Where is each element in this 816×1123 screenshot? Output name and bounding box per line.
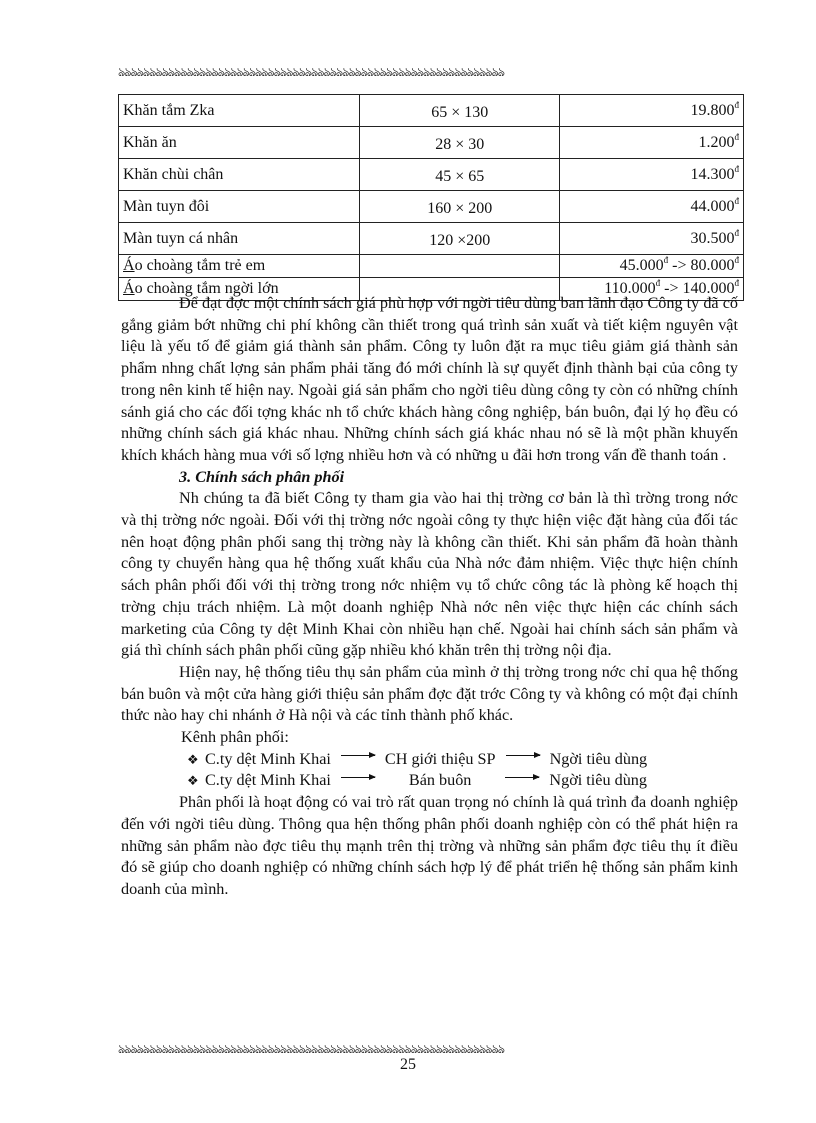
product-name-cell: Áo choàng tắm trẻ em — [119, 255, 360, 278]
arrow-right-icon — [506, 755, 540, 756]
paragraph: Phân phối là hoạt động có vai trò rất quan trọng nó chính là quá trình đa doanh nghiệp đến với ngời tiêu dùng. Thông qua hện thống phân phối doanh nghiệp còn có thể phát hiện ra những sản phẩm nào đợc tiêu thụ mạnh trên thị trờng và những sản phẩm đợc tiêu thụ ít điều đó sẽ giúp cho doanh nghiệp có những chính sách hợp lý để phát triển hệ thống sản phẩm kinh doanh của mình. — [121, 793, 738, 898]
size-cell: 160 × 200 — [360, 191, 560, 223]
price-cell: $44.000^đ$ — [560, 191, 744, 223]
channel-line — [121, 770, 738, 792]
channel-to: Ngời tiêu dùng — [549, 771, 647, 790]
product-name-cell: Khăn chùi chân — [119, 159, 360, 191]
price-cell: $30.500^đ$ — [560, 223, 744, 255]
paragraph: Để đạt đợc một chính sách giá phù hợp với ngời tiêu dùng ban lãnh đạo Công ty đã cố gắng giảm bớt những chi phí không cần thiết trong quá trình sản xuất và tiết kiệm nguyên vật liệu là yếu tố để giảm giá thành sản phẩm. Công ty luôn đặt ra mục tiêu giảm giá thành sản phẩm nhng chất lợng sản phẩm phải tăng đó mới chính là sự quyết định thành bại của công ty trong nên kinh tế hiện nay. Ngoài giá sản phẩm cho ngời tiêu dùng công ty còn có những chính sánh giá cho các đối tợng khác nh tổ chức khách hàng công nghiệp, bán buôn, đại lý họ đều có những chính sách giá khác nhau. Những chính sách giá khác nhau nó sẽ là một phần khuyến khích khách hàng mua với số lợng nhiều hơn và có những u đãi hơn trong vấn đề thanh toán . — [121, 294, 738, 464]
diamond-bullet-icon: ❖ — [187, 751, 199, 767]
paragraph: Nh chúng ta đã biết Công ty tham gia vào hai thị trờng cơ bản là thì trờng trong nớc và thị trờng nớc ngoài. Đối với thị trờng nớc ngoài công ty thực hiện việc đặt hàng của đối tác nên hoạt động phân phối sang thị trờng này là không cần thiết. Khi sản phẩm đã hoàn thành công ty chuyển hàng qua hệ thống xuất khẩu của Nhà nớc đảm nhiệm. Việc thực hiện chính sách phân phối đối với thị trờng trong nớc nhiệm vụ tổ chức công tác là phòng kế hoạch thị trờng chịu trách nhiệm. Là một doanh nghiệp Nhà nớc nên việc thực hiện các chính sách marketing của Công ty dệt Minh Khai còn nhiều hạn chế. Ngoài hai chính sách sản phẩm và giá thì chính sách phân phối cũng gặp nhiều khó khăn trên thị trờng nội địa. — [121, 489, 738, 660]
product-name-cell: Màn tuyn cá nhân — [119, 223, 360, 255]
table-row — [119, 191, 744, 223]
product-name-cell: Áo choàng tắm ngời lớn — [119, 278, 360, 301]
channel-line — [121, 749, 738, 771]
channel-from: C.ty dệt Minh Khai — [205, 749, 331, 768]
price-cell: $19.800^đ$ — [560, 95, 744, 127]
body-text — [121, 293, 738, 901]
table-row — [119, 127, 744, 159]
table-row — [119, 95, 744, 127]
channel-intro: Kênh phân phối: — [181, 728, 289, 747]
decorative-border-top: ঌঌঌঌঌঌঌঌঌঌঌঌঌঌঌঌঌঌঌঌঌঌঌঌঌঌঌঌঌঌঌঌঌঌঌঌঌঌঌঌঌঌঌঌঌঌঌঌঌঌঌঌঌঌঌঌঌঌঌঌঌঌ — [118, 66, 504, 78]
arrow-right-icon — [341, 755, 375, 756]
price-range-cell: $45.000^đ -> 80.000^đ$ — [560, 255, 744, 278]
table-row — [119, 159, 744, 191]
size-cell: 28 × 30 — [360, 127, 560, 159]
decorative-border-bottom: ঌঌঌঌঌঌঌঌঌঌঌঌঌঌঌঌঌঌঌঌঌঌঌঌঌঌঌঌঌঌঌঌঌঌঌঌঌঌঌঌঌঌঌঌঌঌঌঌঌঌঌঌঌঌঌঌঌঌঌঌঌঌ — [118, 1043, 504, 1055]
product-name-cell: Khăn tắm Zka — [119, 95, 360, 127]
page-number: 25 — [400, 1056, 416, 1073]
channel-to: Ngời tiêu dùng — [549, 749, 648, 768]
price-range-cell: $110.000^đ -> 140.000^đ$ — [560, 278, 744, 301]
price-cell: $1.200^đ$ — [560, 127, 744, 159]
arrow-right-icon — [341, 777, 375, 778]
size-cell — [360, 255, 560, 278]
paragraph: Hiện nay, hệ thống tiêu thụ sản phẩm của mình ở thị trờng trong nớc chỉ qua hệ thống bán buôn và một cửa hàng giới thiệu sản phẩm đợc đặt trớc Công ty và không có một đại chính thức nào hay chi nhánh ở Hà nội và các tỉnh thành phố khác. — [121, 662, 738, 725]
arrow-right-icon — [505, 777, 539, 778]
channel-middle: CH giới thiệu SP — [384, 749, 496, 768]
size-cell: 65 × 130 — [360, 95, 560, 127]
price-cell: $14.300^đ$ — [560, 159, 744, 191]
diamond-bullet-icon: ❖ — [187, 773, 199, 789]
product-name-cell: Màn tuyn đôi — [119, 191, 360, 223]
size-cell: 120 ×200 — [360, 223, 560, 255]
section-heading: 3. Chính sách phân phối — [179, 467, 345, 486]
table-row — [119, 223, 744, 255]
product-name-cell: Khăn ăn — [119, 127, 360, 159]
size-cell: 45 × 65 — [360, 159, 560, 191]
channel-middle: Bán buôn — [408, 771, 472, 790]
price-table — [118, 94, 744, 301]
table-row — [119, 255, 744, 278]
channel-from: C.ty dệt Minh Khai — [205, 771, 331, 790]
